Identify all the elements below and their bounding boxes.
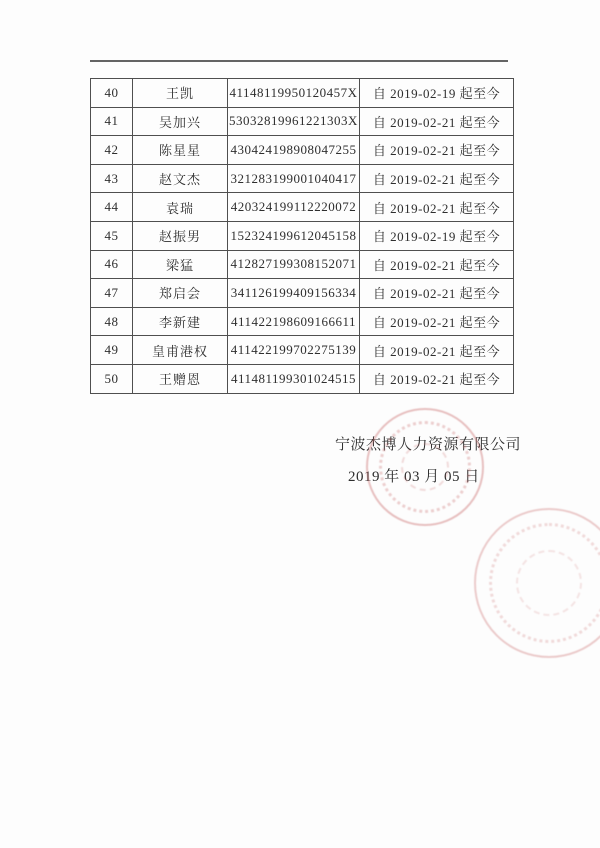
table-row [91, 250, 514, 279]
serial-cell: 40 [91, 79, 133, 108]
table-row [91, 336, 514, 365]
name-cell: 王凯 [133, 79, 228, 108]
table-row [91, 164, 514, 193]
table-row [91, 136, 514, 165]
name-cell: 郑启会 [133, 279, 228, 308]
name-cell: 赵振男 [133, 221, 228, 250]
id-number-cell: 41148119950120457X [228, 79, 360, 108]
table-row [91, 279, 514, 308]
serial-cell: 50 [91, 364, 133, 393]
period-cell: 自 2019-02-21 起至今 [360, 107, 514, 136]
serial-cell: 49 [91, 336, 133, 365]
signature-date: 2019 年 03 月 05 日 [348, 469, 480, 485]
name-cell: 王赠恩 [133, 364, 228, 393]
id-number-cell: 321283199001040417 [228, 164, 360, 193]
serial-cell: 48 [91, 307, 133, 336]
id-number-cell: 411422199702275139 [228, 336, 360, 365]
id-number-cell: 53032819961221303X [228, 107, 360, 136]
id-number-cell: 420324199112220072 [228, 193, 360, 222]
id-number-cell: 412827199308152071 [228, 250, 360, 279]
page-top-divider [90, 60, 508, 62]
name-cell: 梁猛 [133, 250, 228, 279]
table-row [91, 193, 514, 222]
period-cell: 自 2019-02-21 起至今 [360, 164, 514, 193]
serial-cell: 42 [91, 136, 133, 165]
serial-cell: 43 [91, 164, 133, 193]
personnel-roster-table [90, 78, 514, 394]
name-cell: 袁瑞 [133, 193, 228, 222]
table-row [91, 364, 514, 393]
period-cell: 自 2019-02-21 起至今 [360, 193, 514, 222]
period-cell: 自 2019-02-21 起至今 [360, 307, 514, 336]
period-cell: 自 2019-02-21 起至今 [360, 250, 514, 279]
id-number-cell: 411481199301024515 [228, 364, 360, 393]
table-row [91, 307, 514, 336]
id-number-cell: 411422198609166611 [228, 307, 360, 336]
name-cell: 李新建 [133, 307, 228, 336]
name-cell: 皇甫港权 [133, 336, 228, 365]
id-number-cell: 341126199409156334 [228, 279, 360, 308]
company-seal-stamp-partial [474, 508, 600, 658]
period-cell: 自 2019-02-19 起至今 [360, 79, 514, 108]
id-number-cell: 430424198908047255 [228, 136, 360, 165]
serial-cell: 47 [91, 279, 133, 308]
period-cell: 自 2019-02-21 起至今 [360, 136, 514, 165]
serial-cell: 46 [91, 250, 133, 279]
name-cell: 赵文杰 [133, 164, 228, 193]
period-cell: 自 2019-02-19 起至今 [360, 221, 514, 250]
period-cell: 自 2019-02-21 起至今 [360, 279, 514, 308]
table-row [91, 79, 514, 108]
period-cell: 自 2019-02-21 起至今 [360, 336, 514, 365]
serial-cell: 44 [91, 193, 133, 222]
table-row [91, 221, 514, 250]
company-name: 宁波杰博人力资源有限公司 [335, 437, 522, 453]
name-cell: 吴加兴 [133, 107, 228, 136]
period-cell: 自 2019-02-21 起至今 [360, 364, 514, 393]
name-cell: 陈星星 [133, 136, 228, 165]
table-row [91, 107, 514, 136]
id-number-cell: 152324199612045158 [228, 221, 360, 250]
serial-cell: 41 [91, 107, 133, 136]
serial-cell: 45 [91, 221, 133, 250]
